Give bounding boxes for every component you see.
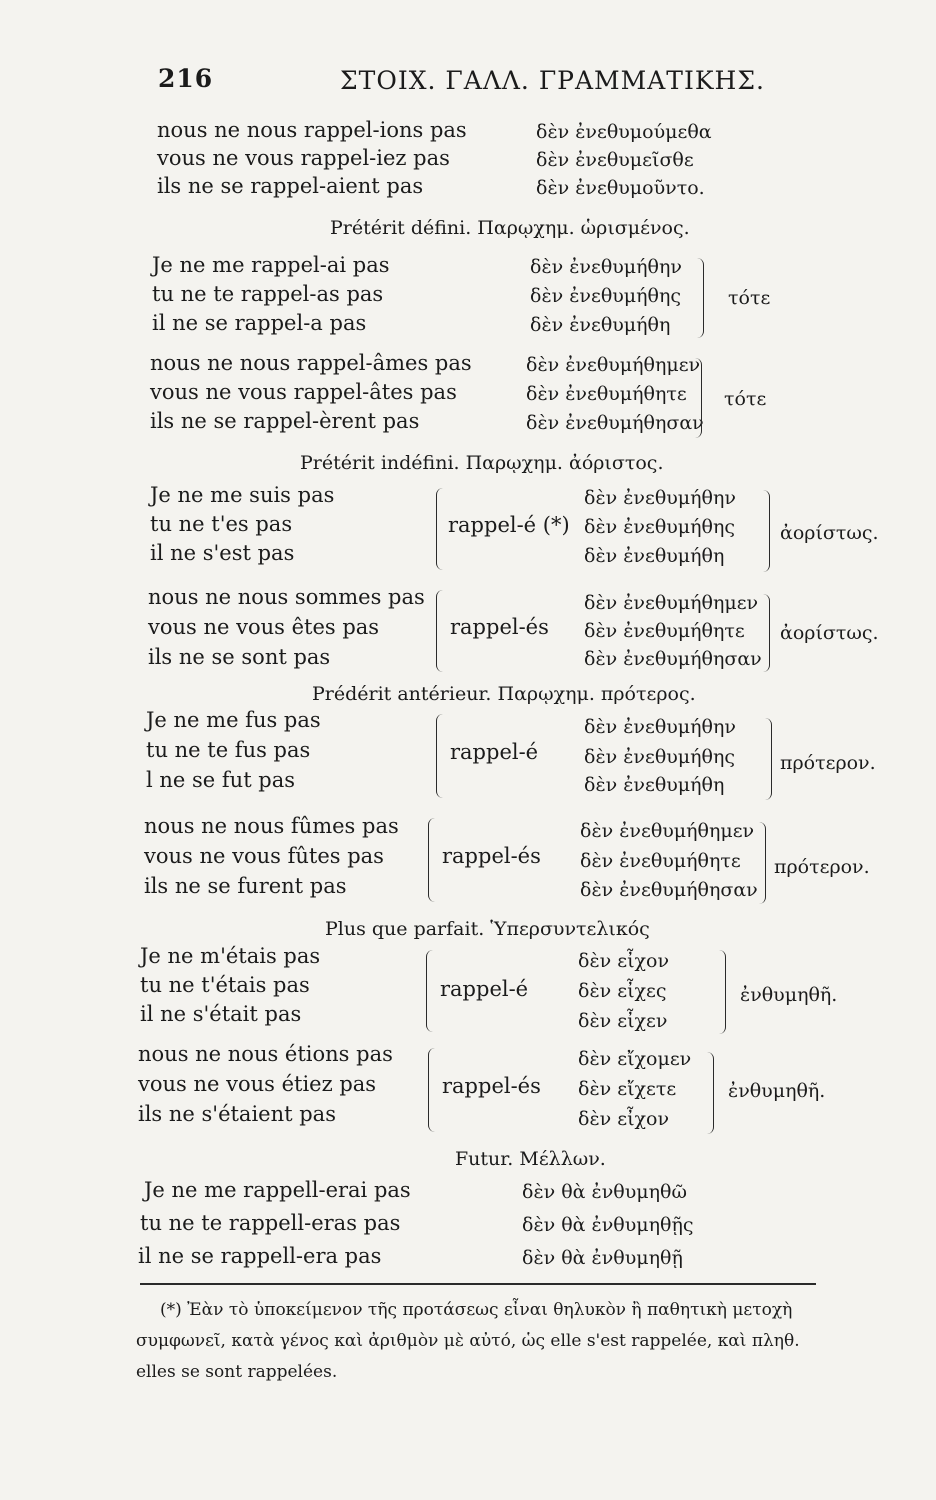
fr-line: nous ne nous rappel-âmes pas [150, 351, 472, 375]
adverb: πρότερον. [780, 752, 876, 774]
right-brace [758, 822, 766, 904]
gr-line: δὲν ἐνεθυμήθην [530, 256, 682, 278]
fr-line: vous ne vous êtes pas [148, 615, 380, 639]
fr-line: tu ne te rappell-eras pas [140, 1211, 401, 1235]
fr-line: Je ne me fus pas [146, 708, 321, 732]
gr-line: δὲν ἐνεθυμήθης [530, 285, 681, 307]
gr-line: δὲν ἐνεθυμεῖσθε [536, 149, 694, 171]
footnote-line: συμφωνεῖ, κατὰ γένος καὶ ἀριθμὸν μὲ αὐτό, ὡς elle s'est rappelée, καὶ πληθ. [136, 1331, 800, 1351]
adverb: πρότερον. [774, 856, 870, 878]
adverb: ἀορίστως. [780, 622, 879, 644]
right-brace [694, 358, 702, 438]
fr-line: ils ne se rappel-aient pas [157, 174, 424, 198]
gr-line: δὲν ἐνεθυμήθησαν [580, 879, 758, 901]
fr-line: ils ne se furent pas [144, 874, 347, 898]
fr-line: nous ne nous sommes pas [148, 585, 425, 609]
gr-line: δὲν ἐνεθυμήθη [530, 314, 671, 336]
gr-line: δὲν εἶχεν [578, 1010, 668, 1032]
participle: rappel-é [440, 977, 529, 1001]
gr-line: δὲν ἐνεθυμήθην [584, 487, 736, 509]
gr-line: δὲν ἐνεθυμήθη [584, 545, 725, 567]
fr-line: Je ne me suis pas [150, 483, 335, 507]
section-title: Plus que parfait. Ὑπερσυντελικός [325, 918, 650, 940]
gr-line: δὲν ἐνεθυμήθης [584, 516, 735, 538]
gr-line: δὲν ἐνεθυμήθησαν [584, 648, 762, 670]
gr-line: δὲν εἴχετε [578, 1078, 677, 1100]
left-brace [436, 714, 444, 798]
fr-line: nous ne nous rappel-ions pas [157, 118, 467, 142]
gr-line: δὲν θὰ ἐνθυμηθῇς [522, 1214, 694, 1236]
section-title: Prédérit antérieur. Παρῳχημ. πρότερος. [312, 683, 696, 705]
gr-line: δὲν ἐνεθυμήθη [584, 774, 725, 796]
page-number: 216 [158, 64, 214, 93]
adverb: τότε [728, 287, 771, 309]
adverb: ἀορίστως. [780, 522, 879, 544]
left-brace [426, 950, 434, 1032]
fr-line: vous ne vous rappel-âtes pas [150, 380, 457, 404]
footnote-rule [140, 1283, 816, 1285]
participle: rappel-és [450, 615, 549, 639]
fr-line: il ne se rappell-era pas [138, 1244, 382, 1268]
left-brace [436, 590, 444, 672]
participle: rappel-é (*) [448, 513, 570, 537]
right-brace [764, 718, 772, 800]
right-brace [762, 594, 770, 672]
left-brace [428, 1048, 436, 1132]
fr-line: vous ne vous étiez pas [138, 1072, 377, 1096]
participle: rappel-és [442, 844, 541, 868]
gr-line: δὲν ἐνεθυμοῦντο. [536, 177, 705, 199]
gr-line: δὲν θὰ ἐνθυμηθῶ [522, 1181, 687, 1203]
fr-line: Je ne me rappell-erai pas [144, 1178, 411, 1202]
fr-line: nous ne nous étions pas [138, 1042, 393, 1066]
gr-line: δὲν ἐνεθυμήθητε [584, 620, 745, 642]
gr-line: δὲν εἶχον [578, 950, 670, 972]
section-title: Prétérit indéfini. Παρῳχημ. ἀόριστος. [300, 452, 664, 474]
fr-line: il ne s'était pas [140, 1002, 302, 1026]
fr-line: nous ne nous fûmes pas [144, 814, 399, 838]
gr-line: δὲν εἴχομεν [578, 1048, 692, 1070]
adverb: ἐνθυμηθῆ. [728, 1080, 826, 1102]
fr-line: Je ne m'étais pas [140, 944, 321, 968]
fr-line: ils ne se sont pas [148, 645, 331, 669]
gr-line: δὲν ἐνεθυμήθητε [580, 850, 741, 872]
fr-line: tu ne t'es pas [150, 512, 293, 536]
fr-line: vous ne vous fûtes pas [144, 844, 384, 868]
fr-line: il ne s'est pas [150, 541, 295, 565]
fr-line: Je ne me rappel-ai pas [152, 253, 390, 277]
adverb: ἐνθυμηθῆ. [740, 984, 838, 1006]
fr-line: vous ne vous rappel-iez pas [157, 146, 450, 170]
participle: rappel-és [442, 1074, 541, 1098]
adverb: τότε [724, 388, 767, 410]
gr-line: δὲν ἐνεθυμούμεθα [536, 121, 712, 143]
gr-line: δὲν ἐνεθυμήθημεν [584, 592, 759, 614]
right-brace [696, 258, 704, 338]
gr-line: δὲν ἐνεθυμήθην [584, 716, 736, 738]
section-title: Futur. Μέλλων. [455, 1148, 606, 1170]
gr-line: δὲν ἐνεθυμήθημεν [526, 354, 701, 376]
footnote-line: (*) Ἐὰν τὸ ὑποκείμενον τῆς προτάσεως εἶναι θηλυκὸν ἢ παθητικὴ μετοχὴ [160, 1300, 793, 1320]
left-brace [428, 818, 436, 902]
gr-line: δὲν εἶχον [578, 1108, 670, 1130]
footnote-line: elles se sont rappelées. [136, 1362, 338, 1382]
gr-line: δὲν ἐνεθυμήθημεν [580, 820, 755, 842]
right-brace [718, 950, 726, 1034]
fr-line: tu ne t'étais pas [140, 973, 310, 997]
fr-line: il ne se rappel-a pas [152, 311, 367, 335]
fr-line: tu ne te rappel-as pas [152, 282, 384, 306]
fr-line: l ne se fut pas [146, 768, 296, 792]
gr-line: δὲν ἐνεθυμήθητε [526, 383, 687, 405]
fr-line: tu ne te fus pas [146, 738, 311, 762]
gr-line: δὲν θὰ ἐνθυμηθῇ [522, 1247, 683, 1269]
section-title: Prétérit défini. Παρῳχημ. ὡρισμένος. [330, 217, 690, 239]
gr-line: δὲν εἶχες [578, 980, 667, 1002]
fr-line: ils ne s'étaient pas [138, 1102, 336, 1126]
left-brace [436, 488, 444, 570]
gr-line: δὲν ἐνεθυμήθησαν [526, 412, 704, 434]
participle: rappel-é [450, 740, 539, 764]
right-brace [762, 490, 770, 572]
running-title: ΣΤΟΙΧ. ΓΑΛΛ. ΓΡΑΜΜΑΤΙΚΗΣ. [340, 66, 765, 95]
right-brace [706, 1052, 714, 1134]
gr-line: δὲν ἐνεθυμήθης [584, 746, 735, 768]
fr-line: ils ne se rappel-èrent pas [150, 409, 420, 433]
